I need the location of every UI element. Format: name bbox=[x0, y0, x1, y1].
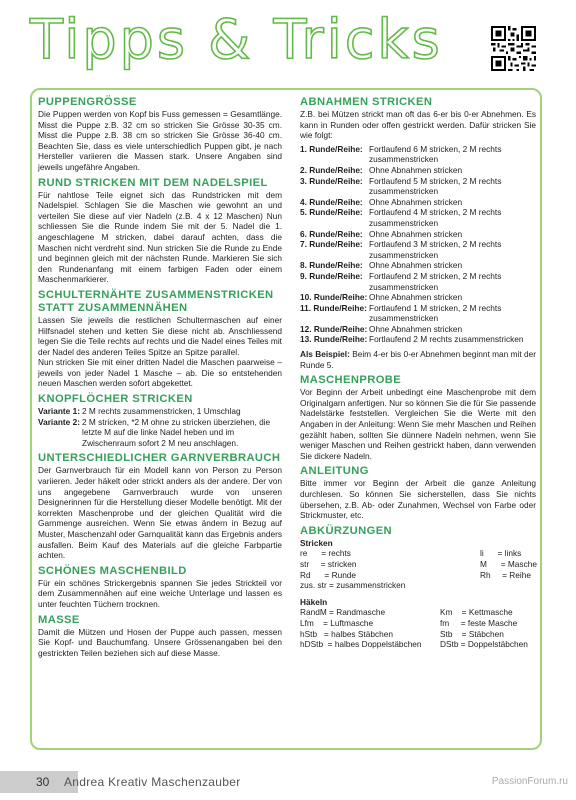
heading-maschenbild: SCHÖNES MASCHENBILD bbox=[38, 564, 187, 577]
abnahmen-row bbox=[300, 197, 536, 208]
abnahmen-row bbox=[300, 334, 536, 345]
abnahmen-row bbox=[300, 292, 536, 303]
watermark: PassionForum.ru bbox=[491, 776, 568, 787]
abnahmen-row bbox=[300, 176, 536, 197]
publication-name: Andrea Kreativ Maschenzauber bbox=[64, 775, 241, 789]
abnahmen-row bbox=[300, 144, 536, 165]
abnahmen-row-label: 7. Runde/Reihe: bbox=[300, 239, 363, 250]
abnahmen-row bbox=[300, 239, 536, 260]
abnahmen-row-text: Ohne Abnahmen stricken bbox=[369, 323, 463, 334]
abnahmen-row bbox=[300, 207, 536, 228]
section-maschenbild bbox=[38, 565, 282, 610]
abnahmen-row-label: 4. Runde/Reihe: bbox=[300, 196, 363, 207]
section-abkuerzungen bbox=[300, 525, 536, 650]
abnahmen-row-label: 5. Runde/Reihe: bbox=[300, 207, 363, 218]
section-maschenprobe bbox=[300, 374, 536, 461]
abk-haekeln-list bbox=[300, 607, 536, 649]
abbreviation-entry: Lfm = Luftmasche bbox=[300, 617, 374, 628]
variant-text: 2 M rechts zusammenstricken, 1 Umschlag bbox=[82, 406, 241, 417]
abbreviation-entry: li = links bbox=[480, 548, 522, 559]
abbreviation-entry: M = Masche bbox=[480, 558, 537, 569]
abnahmen-row-text: Fortlaufend 1 M stricken, 2 M rechts zusammenstricken bbox=[369, 302, 502, 324]
abbreviation-entry: zus. str = zusammenstricken bbox=[300, 580, 406, 591]
abnahmen-row-text: Ohne Abnahmen stricken bbox=[369, 292, 463, 303]
section-garnverbrauch bbox=[38, 452, 282, 560]
abnahmen-list bbox=[300, 144, 536, 345]
abnahmen-row bbox=[300, 324, 536, 335]
abk-haekeln-label: Häkeln bbox=[300, 596, 328, 607]
left-column bbox=[38, 96, 282, 662]
text-schulternaehte-2: Nun stricken Sie mit einer dritten Nadel die Maschen paarweise – jeweils von jeder Nadel 1 Masche – ab. Die so entstehenden neuen Maschen werden sofort abgekettet. bbox=[38, 357, 282, 389]
variant-row bbox=[38, 406, 282, 417]
text-anleitung: Bitte immer vor Beginn der Arbeit die ganze Anleitung durchlesen. So können Sie sicherstellen, dass Sie nichts übersehen, z.B. Ab- oder Zunahmen, Wechsel von Farbe oder Strickmuster, etc. bbox=[300, 478, 536, 521]
heading-masse: MASSE bbox=[38, 613, 80, 626]
abnahmen-row bbox=[300, 229, 536, 240]
section-schulternaehte bbox=[38, 289, 282, 389]
variant-label: Variante 1: bbox=[38, 406, 80, 417]
example-label: Als Beispiel: bbox=[300, 349, 350, 360]
abbreviation-row bbox=[300, 570, 536, 581]
abnahmen-row-label: 3. Runde/Reihe: bbox=[300, 175, 363, 186]
text-masse: Damit die Mützen und Hosen der Puppe auch passen, messen Sie Kopf- und Bauchumfang. Unsere Grössenangaben bei den gestrickten Teilen beziehen sich auf diese Masse. bbox=[38, 626, 282, 658]
abbreviation-row bbox=[300, 618, 536, 629]
abbreviation-row bbox=[300, 607, 536, 618]
heading-garnverbrauch: UNTERSCHIEDLICHER GARNVERBRAUCH bbox=[38, 452, 281, 465]
abbreviation-entry: fm = feste Masche bbox=[440, 617, 518, 628]
abnahmen-row-text: Ohne Abnahmen stricken bbox=[369, 228, 463, 239]
text-abnahmen-intro: Z.B. bei Mützen strickt man oft das 6-er bis 0-er Abnehmen. Es kann in Runden oder offen gestrickt werden. Dafür stricken Sie wie folgt: bbox=[300, 109, 536, 141]
abnahmen-row-label: 1. Runde/Reihe: bbox=[300, 143, 363, 154]
heading-knopfloecher: KNOPFLÖCHER STRICKEN bbox=[38, 393, 193, 406]
abnahmen-row-text: Fortlaufend 5 M stricken, 2 M rechts zusammenstricken bbox=[369, 175, 502, 197]
variant-row bbox=[38, 417, 282, 449]
abnahmen-row-label: 12. Runde/Reihe: bbox=[300, 323, 368, 334]
text-puppengroesse: Die Puppen werden von Kopf bis Fuss gemessen = Gesamtlänge. Misst die Puppe z.B. 32 cm so stricken Sie Grösse 30-35 cm. Misst die Puppe z.B. 38 cm so stricken Sie Grösse 36-40 cm. Beachten Sie, dass es viele unterschiedlich Puppen gibt, je nach Hersteller variieren die Massen stark. Unsere Angaben sind jeweils ungefähre Angaben. bbox=[38, 109, 282, 172]
abnahmen-row-label: 13. Runde/Reihe: bbox=[300, 334, 368, 345]
heading-rund-stricken: RUND STRICKEN MIT DEM NADELSPIEL bbox=[38, 176, 268, 189]
heading-anleitung: ANLEITUNG bbox=[300, 465, 369, 478]
section-anleitung bbox=[300, 465, 536, 520]
right-column bbox=[300, 96, 536, 654]
page-footer bbox=[0, 771, 576, 800]
section-puppengroesse bbox=[38, 96, 282, 173]
heading-abnahmen: ABNAHMEN STRICKEN bbox=[300, 96, 433, 108]
abnahmen-row-label: 9. Runde/Reihe: bbox=[300, 270, 363, 281]
abnahmen-row-label: 8. Runde/Reihe: bbox=[300, 260, 363, 271]
abnahmen-row-label: 6. Runde/Reihe: bbox=[300, 228, 363, 239]
section-rund-stricken bbox=[38, 177, 282, 285]
section-masse bbox=[38, 614, 282, 659]
abbreviation-entry: hStb = halbes Stäbchen bbox=[300, 628, 393, 639]
heading-schulternaehte: SCHULTERNÄHTE ZUSAMMENSTRICKEN STATT ZUSAMMENNÄHEN bbox=[38, 288, 274, 314]
abnahmen-row-label: 10. Runde/Reihe: bbox=[300, 292, 368, 303]
abnahmen-row-text: Fortlaufend 6 M stricken, 2 M rechts zusammenstricken bbox=[369, 143, 502, 165]
heading-maschenprobe: MASCHENPROBE bbox=[300, 374, 402, 387]
abnahmen-row bbox=[300, 271, 536, 292]
section-abnahmen bbox=[300, 96, 536, 370]
abnahmen-row-text: Fortlaufend 3 M stricken, 2 M rechts zusammenstricken bbox=[369, 239, 502, 260]
section-knopfloecher bbox=[38, 393, 282, 448]
abnahmen-row-text: Ohne Abnahmen stricken bbox=[369, 196, 463, 207]
text-schulternaehte-1: Lassen Sie jeweils die restlichen Schultermaschen auf einer Hilfsnadel stehen und ketten Sie diese nicht ab. Anschliessend legen Sie die Teile rechts auf rechts und die Nadel eines Teiles mit der Nadel des anderen Teiles Spitze an Spitze parallel. bbox=[38, 314, 282, 357]
abbreviation-entry: Rd = Runde bbox=[300, 569, 357, 580]
text-garnverbrauch: Der Garnverbrauch für ein Modell kann von Person zu Person variieren. Jeder häkelt oder strickt anders als der andere. Der von uns angegebene Garnverbrauch wurde von unseren Designerinnen für die Herstellung dieser Modelle benötigt. Mit der korrekten Maschenprobe und der gleichen Qualität wird die Garnmenge ausreichen. Wenn Sie etwas ändern in Bezug auf Muster, Maschenzahl oder Garnqualität kann das Ergebnis anders ausfallen. Beim Kauf des Materials auf die gleiche Farbpartie achten. bbox=[38, 465, 282, 561]
qr-code-icon bbox=[491, 26, 536, 71]
abbreviation-entry: Rh = Reihe bbox=[480, 569, 531, 580]
abbreviation-row bbox=[300, 639, 536, 650]
page-number: 30 bbox=[36, 775, 50, 789]
abnahmen-row-text: Ohne Abnahmen stricken bbox=[369, 260, 463, 271]
abbreviation-row bbox=[300, 548, 536, 559]
abbreviation-entry: DStb = Doppelstäbchen bbox=[440, 639, 528, 650]
variant-label: Variante 2: bbox=[38, 416, 80, 427]
abbreviation-entry: Km = Kettmasche bbox=[440, 607, 513, 618]
abnahmen-row bbox=[300, 303, 536, 324]
abbreviation-entry: hDStb = halbes Doppelstäbchen bbox=[300, 639, 422, 650]
abbreviation-entry bbox=[480, 580, 536, 591]
abnahmen-row-text: Fortlaufend 4 M stricken, 2 M rechts zusammenstricken bbox=[369, 207, 502, 228]
abk-stricken-label: Stricken bbox=[300, 537, 333, 548]
abnahmen-example bbox=[300, 349, 536, 370]
abnahmen-row-text: Fortlaufend 2 M rechts zusammenstricken bbox=[369, 334, 524, 345]
page-title: Tipps & Tricks bbox=[30, 8, 443, 71]
text-maschenprobe: Vor Beginn der Arbeit unbedingt eine Maschenprobe mit dem Originalgarn anfertigen. Nur so können Sie die für Sie passende Nadelstärke feststellen. Vergleichen Sie die Werte mit den Angaben in der Anleitung: Wenn Sie mehr Maschen und Reihen gezählt haben, sollten Sie dünnere Nadeln nehmen, wenn Sie weniger Maschen und Reihen gestrickt haben, dann verwenden Sie dickere Nadeln. bbox=[300, 387, 536, 461]
abbreviation-row bbox=[300, 559, 536, 570]
abbreviation-entry: re = rechts bbox=[300, 548, 351, 559]
abbreviation-row bbox=[300, 580, 536, 591]
heading-abkuerzungen: ABKÜRZUNGEN bbox=[300, 524, 393, 537]
abbreviation-entry: RandM = Randmasche bbox=[300, 607, 386, 618]
abbreviation-entry: Stb = Stäbchen bbox=[440, 628, 504, 639]
variant-text: 2 M stricken, *2 M ohne zu stricken überziehen, die letzte M auf die linke Nadel heben und im Zwischenraum sofort 2 M neu anschlagen. bbox=[82, 416, 271, 448]
abbreviation-entry: str = stricken bbox=[300, 558, 357, 569]
abk-stricken-list bbox=[300, 548, 536, 590]
text-maschenbild: Für ein schönes Strickergebnis spannen Sie jedes Strickteil vor dem Zusammennähen auf eine weiche Unterlage und lassen es unter feuchten Tüchern trocknen. bbox=[38, 577, 282, 609]
text-rund-stricken: Für nahtlose Teile eignet sich das Rundstricken mit dem Nadelspiel. Schlagen Sie die Maschen wie gewohnt an und verteilen Sie diese auf vier Nadeln (z.B. 4 x 12 Maschen) Nun schliessen Sie die Runde indem Sie mit der 5. Nadel die 1. angeschlagene M stricken, dabei darauf achten, dass die Maschen nicht verdreht sind. Nun stricken Sie die Runde zu Ende und beginnen gleich mit der nächsten Runde. Markieren Sie sich den Rundenanfang mit einem farbigen Faden oder einem Maschenmarkierer. bbox=[38, 189, 282, 285]
abnahmen-row-text: Fortlaufend 2 M stricken, 2 M rechts zusammenstricken bbox=[369, 270, 502, 292]
abbreviation-row bbox=[300, 629, 536, 640]
abnahmen-row-text: Ohne Abnahmen stricken bbox=[369, 164, 463, 175]
abnahmen-row bbox=[300, 165, 536, 176]
abnahmen-row bbox=[300, 260, 536, 271]
example-text: Beim 4-er bis 0-er Abnehmen beginnt man mit der Runde 5. bbox=[300, 349, 536, 370]
abnahmen-row-label: 2. Runde/Reihe: bbox=[300, 164, 363, 175]
abnahmen-row-label: 11. Runde/Reihe: bbox=[300, 302, 367, 313]
heading-puppengroesse: PUPPENGRÖSSE bbox=[38, 96, 137, 108]
